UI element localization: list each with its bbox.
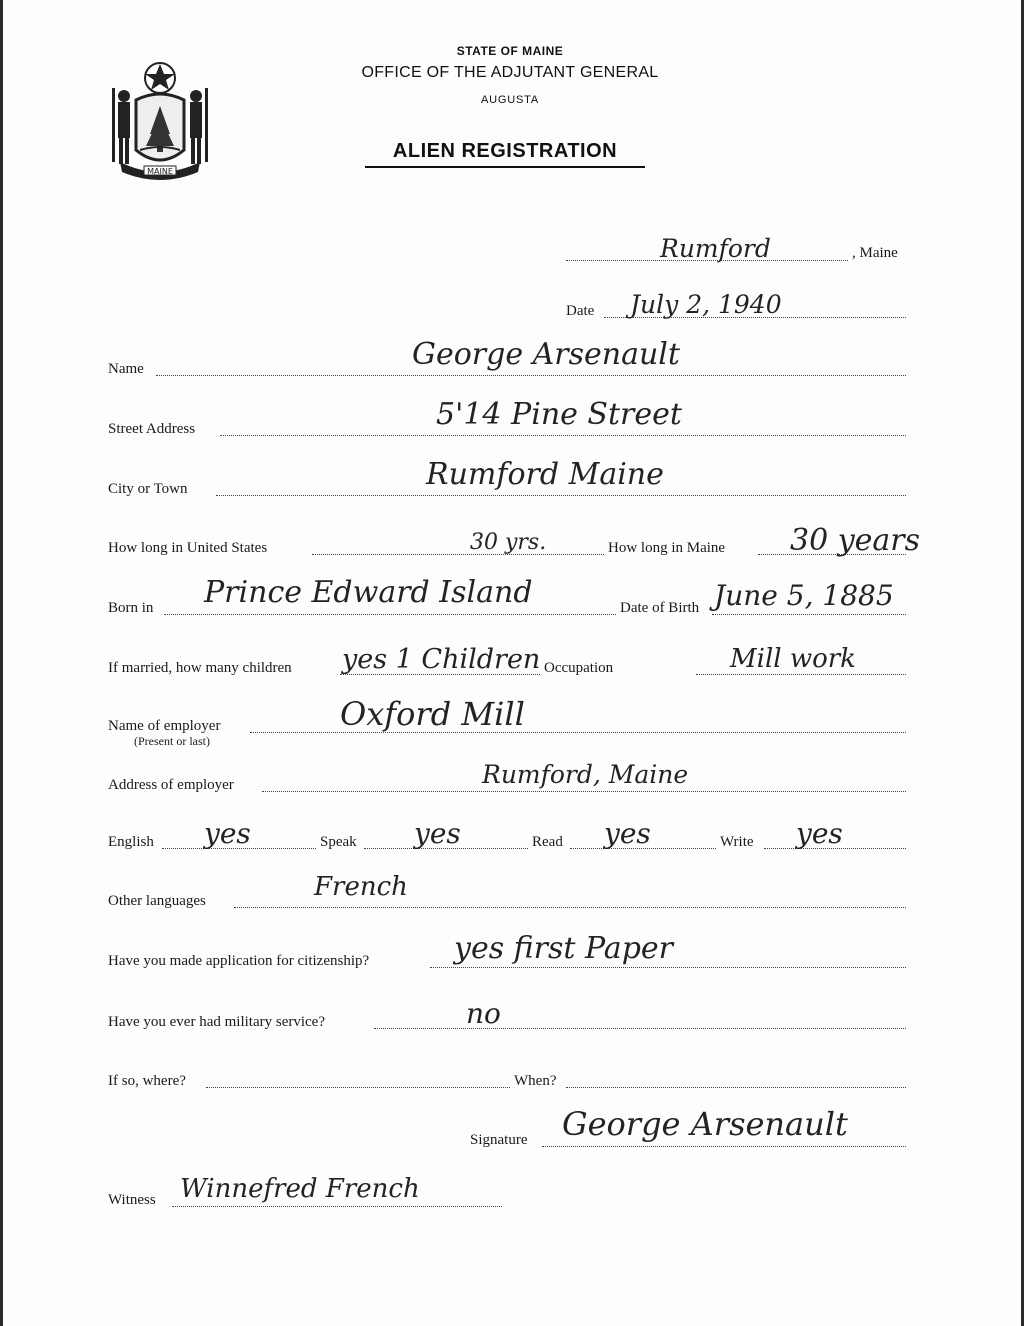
city-value: Rumford Maine <box>426 457 664 492</box>
languages-value: French <box>314 872 408 902</box>
citizenship-value: yes first Paper <box>454 931 673 966</box>
signature-value: George Arsenault <box>562 1105 848 1143</box>
date-value: July 2, 1940 <box>630 290 782 319</box>
state-heading: STATE OF MAINE <box>456 44 564 58</box>
occupation-line <box>696 674 906 675</box>
witness-value: Winnefred French <box>180 1174 420 1204</box>
birthplace-line <box>164 614 616 615</box>
signature-line <box>542 1146 906 1147</box>
english-label: English <box>108 834 154 850</box>
witness-label: Witness <box>108 1192 156 1208</box>
street-value: 5'14 Pine Street <box>436 397 682 432</box>
languages-label: Other languages <box>108 893 206 909</box>
birthplace-label: Born in <box>108 600 154 616</box>
employer-label: Name of employer <box>108 718 221 734</box>
employer-address-line <box>262 791 906 792</box>
read-label: Read <box>532 834 563 850</box>
signature-label: Signature <box>470 1132 528 1148</box>
military-line <box>374 1028 906 1029</box>
us-duration-value: 30 yrs. <box>470 530 547 555</box>
children-label: If married, how many children <box>108 660 292 676</box>
street-line <box>220 435 906 436</box>
when-label: When? <box>514 1073 557 1089</box>
city-label: City or Town <box>108 481 188 497</box>
citizenship-label: Have you made application for citizenship? <box>108 953 370 969</box>
languages-line <box>234 907 906 908</box>
speak-value: yes <box>414 817 461 850</box>
city-line <box>216 495 906 496</box>
write-value: yes <box>796 817 843 850</box>
citizenship-line <box>430 967 906 968</box>
svg-text:MAINE: MAINE <box>147 167 173 176</box>
employer-value: Oxford Mill <box>340 695 525 733</box>
title-underline <box>365 166 645 168</box>
write-label: Write <box>720 834 754 850</box>
office-heading: OFFICE OF THE ADJUTANT GENERAL <box>361 64 659 81</box>
name-line <box>156 375 906 376</box>
military-value: no <box>466 997 501 1030</box>
occupation-value: Mill work <box>730 644 856 674</box>
town-value: Rumford <box>660 234 771 263</box>
birthplace-value: Prince Edward Island <box>204 575 533 610</box>
speak-label: Speak <box>320 834 357 850</box>
left-scan-edge <box>0 0 3 1326</box>
witness-line <box>172 1206 502 1207</box>
maine-duration-value: 30 years <box>790 523 921 558</box>
city-heading: AUGUSTA <box>481 94 539 106</box>
employer-address-label: Address of employer <box>108 777 234 793</box>
birthdate-label: Date of Birth <box>620 600 700 616</box>
children-value: yes 1 Children <box>342 644 541 675</box>
when-line <box>566 1087 906 1088</box>
state-seal-icon <box>106 58 214 182</box>
employer-sublabel: (Present or last) <box>134 734 210 748</box>
birthdate-value: June 5, 1885 <box>714 579 894 612</box>
where-line <box>206 1087 510 1088</box>
name-label: Name <box>108 361 144 377</box>
read-value: yes <box>604 817 651 850</box>
employer-address-value: Rumford, Maine <box>482 760 689 789</box>
street-label: Street Address <box>108 421 196 437</box>
birthdate-line <box>712 614 906 615</box>
us-duration-line <box>312 554 604 555</box>
occupation-label: Occupation <box>544 660 614 676</box>
name-value: George Arsenault <box>412 337 680 372</box>
maine-duration-label: How long in Maine <box>608 540 726 556</box>
military-label: Have you ever had military service? <box>108 1014 325 1030</box>
us-duration-label: How long in United States <box>108 540 268 556</box>
form-title: ALIEN REGISTRATION <box>392 140 618 162</box>
english-value: yes <box>204 817 251 850</box>
town-suffix: , Maine <box>852 245 898 261</box>
date-label: Date <box>566 303 595 319</box>
where-label: If so, where? <box>108 1073 186 1089</box>
